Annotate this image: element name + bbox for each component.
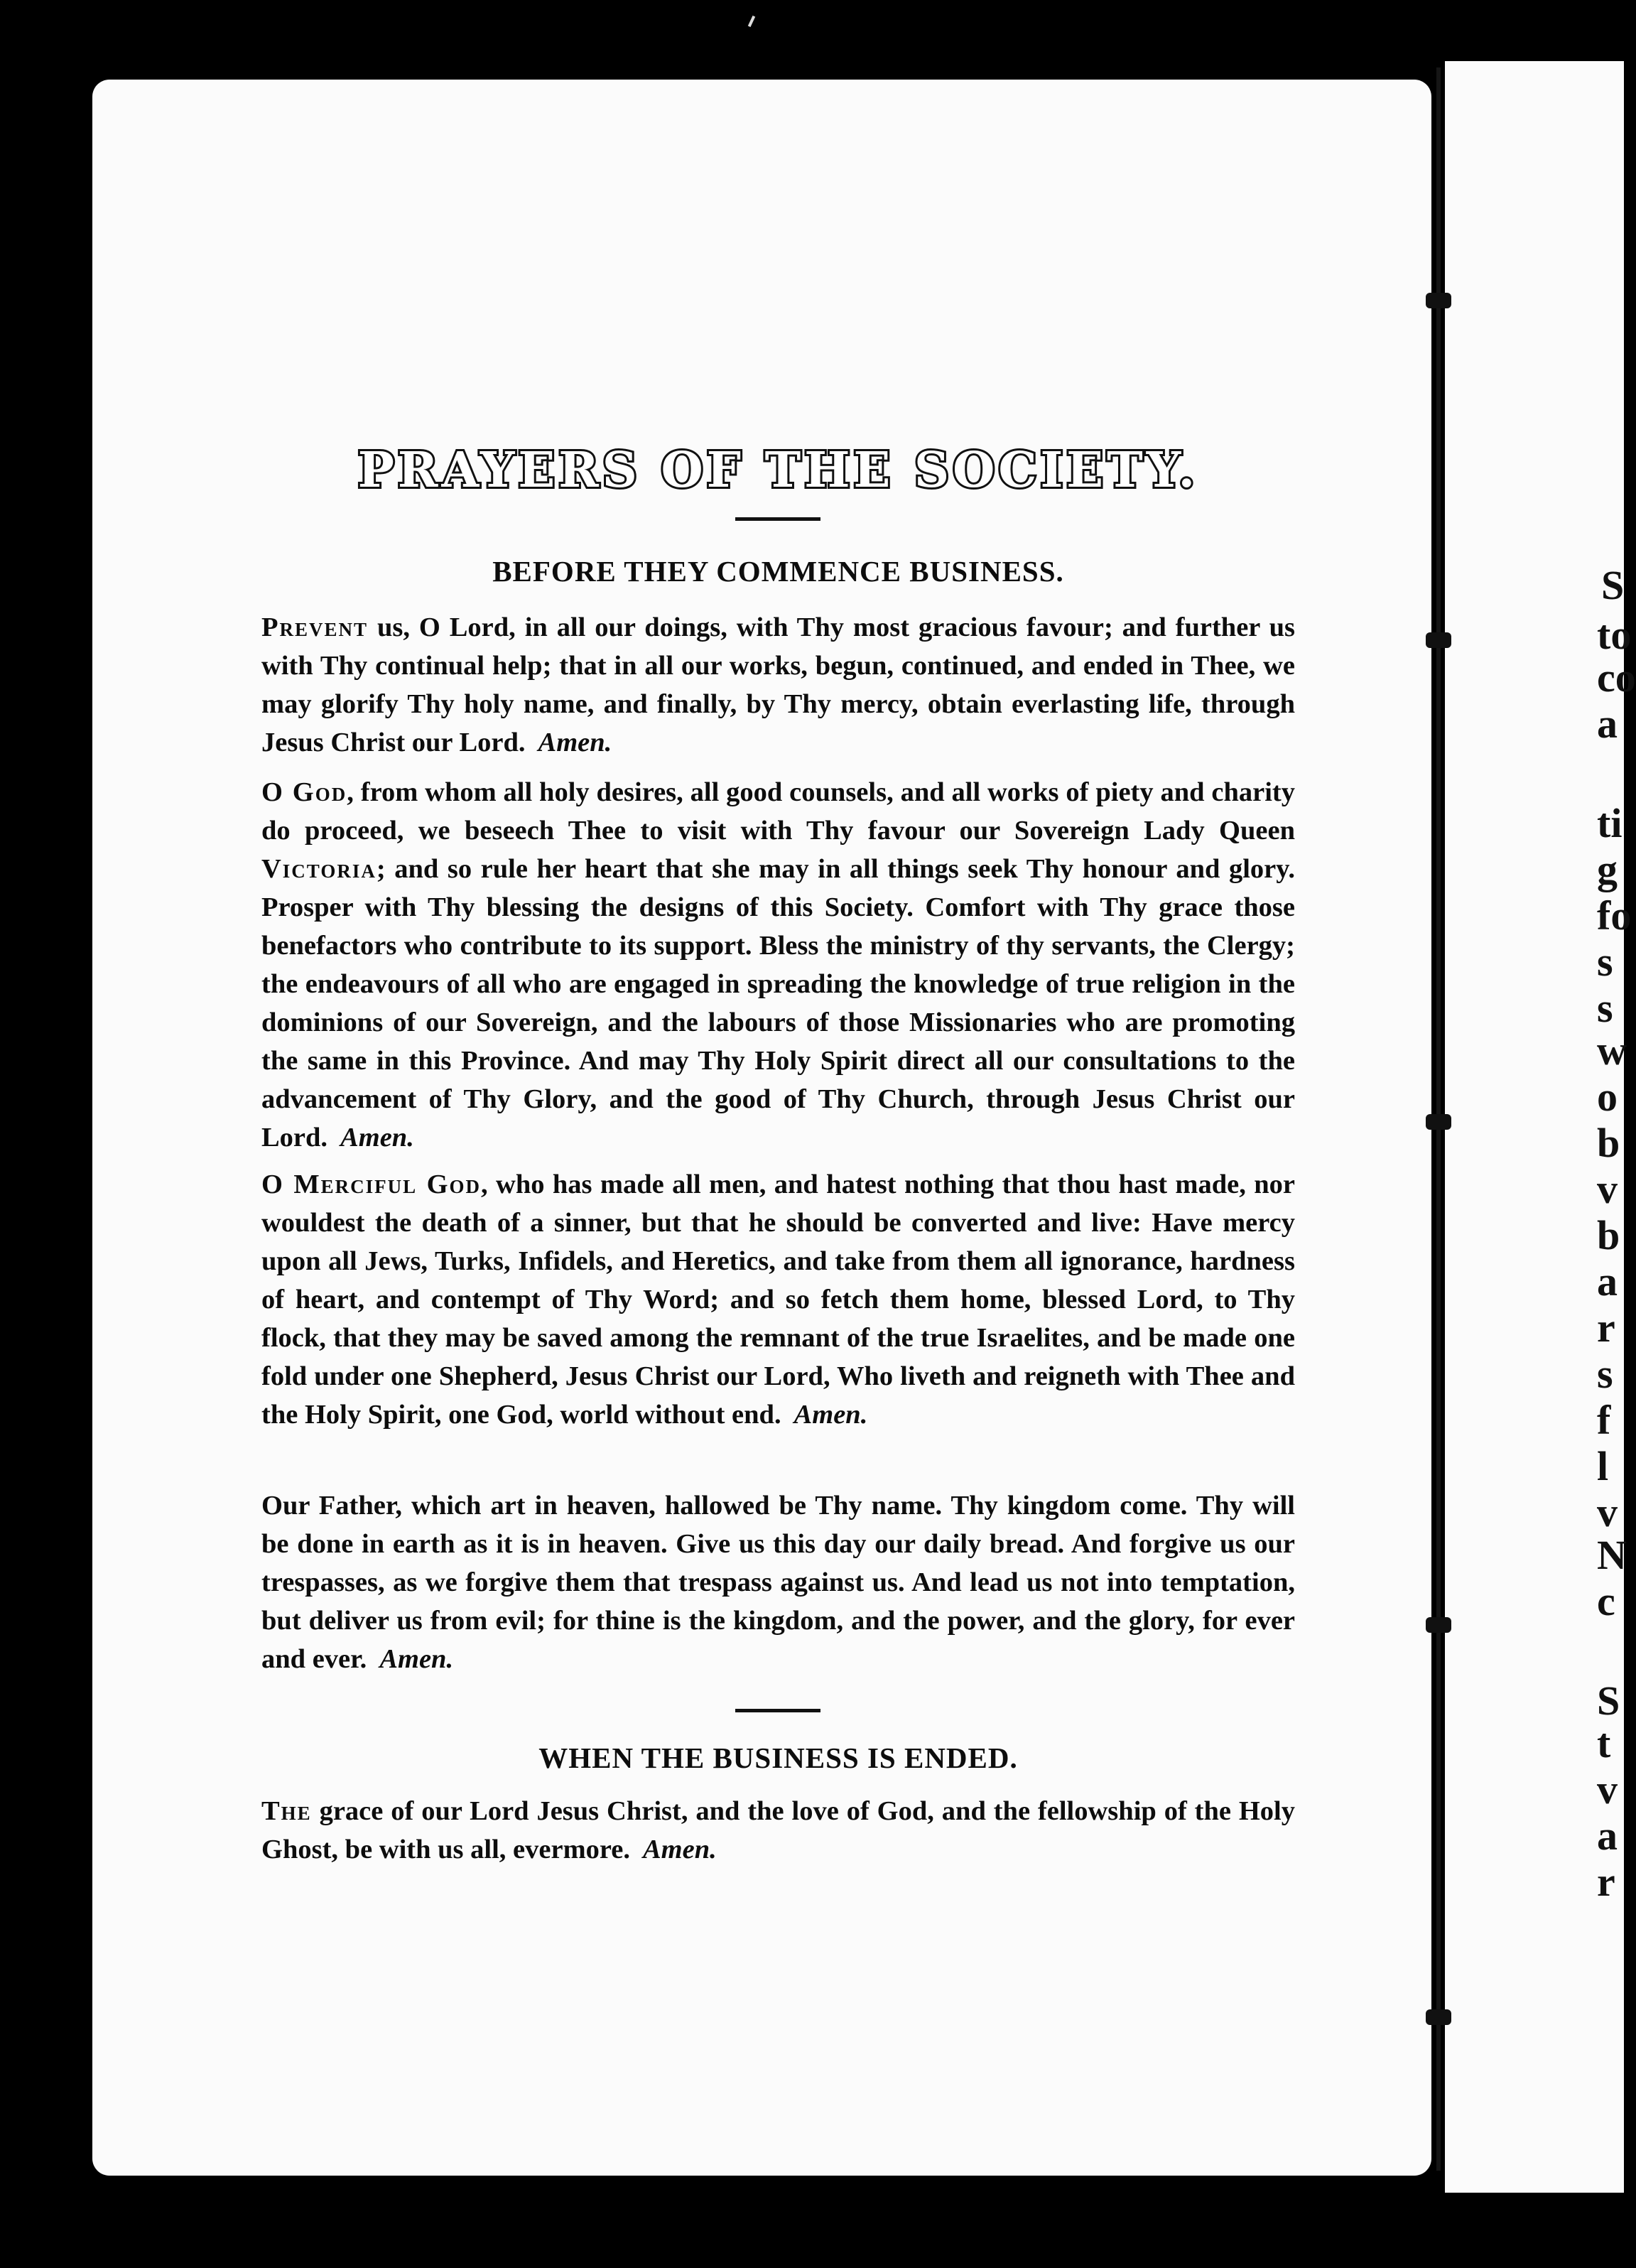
right-page-fragment: co xyxy=(1597,654,1636,701)
section-heading-before: BEFORE THEY COMMENCE BUSINESS. xyxy=(492,555,1064,588)
binding-mark xyxy=(1426,293,1451,308)
right-page-fragment: S xyxy=(1601,562,1625,608)
right-page-fragment: b xyxy=(1597,1212,1620,1258)
right-page-fragment: g xyxy=(1597,846,1618,892)
paragraph-text: , who has made all men, and hatest nothing that thou hast made, nor wouldest the death of a sinner, but that he should be converted and live: Have mercy upon all Jews, Turks, Infidels, and Heretics, and take from them all ignorance, hardness of heart, and contempt of Thy Word; and so fetch them home, blessed Lord, to Thy flock, that they may be saved among the remnant of the true Israelites, and be made one fold under one Shepherd, Jesus Christ our Lord, Who liveth and reigneth with Thee and the Holy Spirit, one God, world without end. xyxy=(261,1170,1295,1430)
right-page-fragment: a xyxy=(1597,1813,1618,1859)
binding-mark xyxy=(1426,1114,1451,1130)
paragraph-lead: Prevent xyxy=(261,612,369,642)
page-title: PRAYERS OF THE SOCIETY. xyxy=(357,442,1199,499)
binding-mark xyxy=(1426,2009,1451,2025)
paragraph-lead-name: Victoria xyxy=(261,854,377,884)
scan-speck xyxy=(748,16,755,27)
prayer-paragraph xyxy=(261,608,1295,762)
section-rule xyxy=(735,1709,820,1712)
amen: Amen. xyxy=(538,728,612,757)
right-page-fragment: N xyxy=(1597,1532,1627,1578)
right-page-fragment: b xyxy=(1597,1120,1620,1166)
title-rule xyxy=(735,517,820,521)
paragraph-text: us, O Lord, in all our doings, with Thy most gracious favour; and further us with Thy continual help; that in all our works, begun, continued, and ended in Thee, we may glorify Thy holy name, and finally, by Thy mercy, obtain everlasting life, through Jesus Christ our Lord. xyxy=(261,612,1295,757)
right-page-edge xyxy=(1445,61,1636,2193)
right-page-fragment: r xyxy=(1597,1859,1615,1905)
right-page-fragment: r xyxy=(1597,1305,1615,1351)
right-page-fragment: s xyxy=(1597,939,1613,985)
right-page-fragment: v xyxy=(1597,1766,1618,1813)
right-page-fragment: v xyxy=(1597,1166,1618,1212)
prayer-paragraph xyxy=(261,1165,1295,1434)
right-page-fragment: c xyxy=(1597,1578,1615,1624)
paragraph-text: ; and so rule her heart that she may in all things seek Thy honour and glory. Prosper with Thy blessing the designs of this Society. Comfort with Thy grace those benefactors who contribute to its support. Bless the ministry of thy servants, the Clergy; the endeavours of all who are engaged in spreading the knowledge of true religion in the dominions of our Sovereign, and the labours of those Missionaries who are promoting the same in this Province. And may Thy Holy Spirit direct all our consultations to the advancement of Thy Glory, and the good of Thy Church, through Jesus Christ our Lord. xyxy=(261,854,1295,1152)
prayer-paragraph xyxy=(261,773,1295,1157)
right-page-fragment: S xyxy=(1597,1678,1620,1724)
right-page-fragment: fo xyxy=(1597,892,1632,939)
right-page-fragment: o xyxy=(1597,1074,1618,1120)
paragraph-text: Our Father, which art in heaven, hallowed be Thy name. Thy kingdom come. Thy will be done in earth as it is in heaven. Give us this day our daily bread. And forgive us our trespasses, as we forgive them that trespass against us. And lead us not into temptation, but deliver us from evil; for thine is the kingdom, and the power, and the glory, for ever and ever. xyxy=(261,1491,1295,1674)
lords-prayer-paragraph xyxy=(261,1486,1295,1678)
closing-paragraph xyxy=(261,1792,1295,1869)
right-page-fragment: f xyxy=(1597,1397,1611,1443)
right-page-fragment: a xyxy=(1597,1258,1618,1305)
section-heading-ended: WHEN THE BUSINESS IS ENDED. xyxy=(538,1742,1018,1774)
paragraph-lead: The xyxy=(261,1796,312,1826)
right-page-fragment: ti xyxy=(1597,800,1623,846)
right-page-fragment: l xyxy=(1597,1443,1609,1489)
right-page-fragment: v xyxy=(1597,1489,1618,1535)
binding-mark xyxy=(1426,1617,1451,1633)
right-page-fragment: w xyxy=(1597,1027,1627,1074)
paragraph-lead: O God xyxy=(261,777,347,807)
paragraph-text: grace of our Lord Jesus Christ, and the love of God, and the fellowship of the Holy Ghost, be with us all, evermore. xyxy=(261,1796,1295,1864)
paragraph-lead: O Merciful God xyxy=(261,1170,482,1199)
right-page-fragment: to xyxy=(1597,612,1632,658)
amen: Amen. xyxy=(643,1835,717,1864)
right-page-fragment: s xyxy=(1597,985,1613,1031)
paragraph-text: , from whom all holy desires, all good counsels, and all works of piety and charity do proceed, we beseech Thee to visit with Thy favour our Sovereign Lady Queen xyxy=(261,777,1295,846)
amen: Amen. xyxy=(379,1644,454,1674)
amen: Amen. xyxy=(793,1400,868,1430)
right-page-fragment: s xyxy=(1597,1351,1613,1397)
right-page-fragment: a xyxy=(1597,701,1618,747)
binding-mark xyxy=(1426,632,1451,648)
right-page-fragment: t xyxy=(1597,1720,1611,1766)
amen: Amen. xyxy=(340,1123,414,1152)
